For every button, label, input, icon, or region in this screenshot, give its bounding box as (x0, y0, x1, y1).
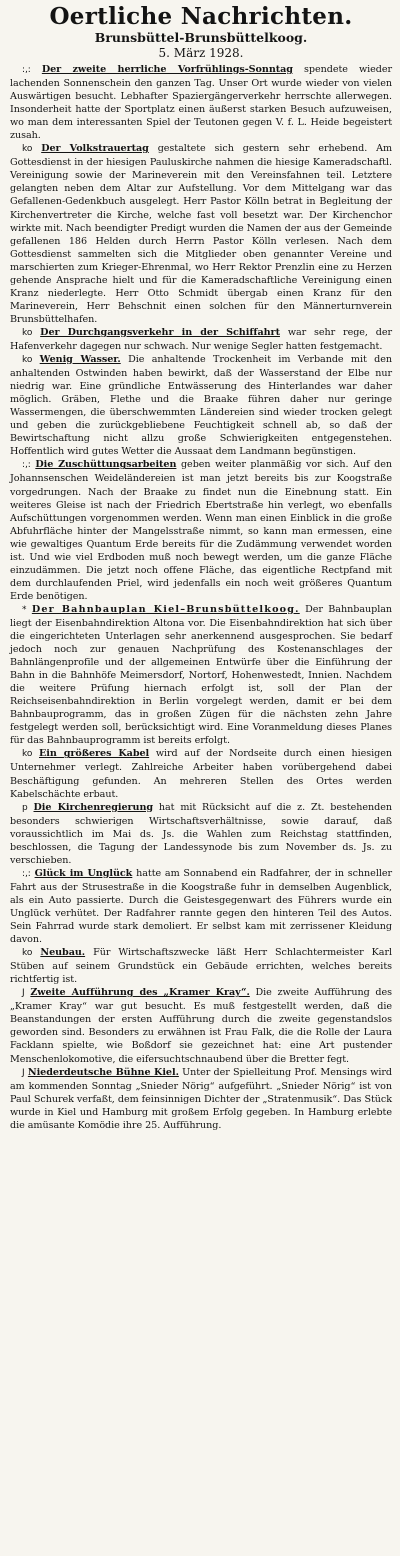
article-bahnbauplan (10, 603, 392, 748)
article-body: war sehr rege, der Hafenverkehr dagegen nur schwach. Nur wenige Segler hatten festgemacht. (10, 326, 393, 352)
article-marker: * (22, 604, 27, 615)
article-headline: Neubau. (40, 947, 86, 959)
article-headline: Die Kirchenregierung (33, 801, 154, 813)
article-body: Die anhaltende Trockenheit im Verbande mit den anhaltenden Ostwinden haben bewirkt, daß der Wasserstand der Elbe nur niedrig war. Eine gründliche Entwässerung des Hinterlandes war daher möglich. Gräben, Flethe und die Braake führen daher nur geringe Wassermengen, die überschwemmten Ländereien sind wieder trocken gelegt und geben die zurückgebliebene Feuchtigkeit schnell ab, so daß der Bewirtschaftung nicht allzu große Schwierigkeiten entgegenstehen. Hoffentlich wird gutes Wetter die Aussaat dem Landmann begünstigen. (10, 354, 392, 458)
article-headline: Der zweite herrliche Vorfrühlings-Sonntag (41, 64, 293, 75)
article-headline: Wenig Wasser. (39, 354, 121, 366)
article-headline: Ein größeres Kabel (38, 748, 150, 760)
article-marker: :,: (22, 65, 31, 75)
article-schiffahrt (10, 326, 392, 353)
article-marker: J (22, 1067, 25, 1078)
article-marker: :,: (22, 460, 31, 471)
article-headline: Niederdeutsche Bühne Kiel. (27, 1066, 179, 1078)
dateline: 5. März 1928. (158, 46, 244, 60)
article-body: Die zweite Aufführung des „Kramer Kray“ war gut besucht. Es muß festgestellt werden, daß die Beanstandungen der ersten Aufführung durch die zweite gegenstandslos geworden sind. Besonders zu erwähnen ist Frau Falk, die die Rolle der Laura Facklann spielte, wie Boßdorf sie gezeichnet hat: eine Art pustender Menschenlokomotive, die eifersuchtschnaubend über die Bretter fegt. (10, 987, 392, 1065)
article-kirchenregierung (10, 801, 392, 867)
article-wenig-wasser (10, 353, 392, 458)
article-body: Der Bahnbauplan liegt der Eisenbahndirektion Altona vor. Die Eisenbahndirektion hat sich über die eingerichteten Unterlagen sehr anerkennend ausgesprochen. Sie bedarf jedoch noch zur genauen Nachprüfung des Kostenanschlages der Bahnlängenprofile und der allgemeinen Entwürfe über die Einführung der Bahn in die Bahnhöfe Meimersdorf, Nortorf, Hohenwestedt, Innien. Nachdem die weitere Prüfung hiernach erfolgt ist, soll der Plan der Reichseisenbahndirektion in Berlin vorgelegt werden, damit er bei dem Bahnbauprogramm, das in großen Zügen für die nächsten zehn Jahre festgelegt werden soll, berücksichtigt wird. Eine Voranmeldung dieses Planes für das Bahnbauprogramm ist bereits erfolgt. (10, 603, 393, 747)
article-marker: :,: (22, 868, 31, 879)
article-body: hat mit Rücksicht auf die z. Zt. bestehenden besonders schwierigen Wirtschaftsverhältnisse, sowie darauf, daß voraussichtlich im Mai ds. Js. die Wahlen zum Reichstag stattfinden, beschlossen, die Tagung der Landessynode bis zum November ds. Js. zu verschieben. (10, 801, 392, 866)
article-marker: p (22, 802, 28, 813)
article-body: hatte am Sonnabend ein Radfahrer, der in schneller Fahrt aus der Strusestraße in die Koogstraße fuhr in demselben Augenblick, als ein Auto passierte. Durch die Geistesgegenwart des Führers wurde ein Unglück verhütet. Der Radfahrer rannte gegen den hinteren Teil des Autos. Sein Fahrrad wurde stark demoliert. Er selbst kam mit zerrissener Kleidung davon. (10, 867, 393, 946)
article-body: Für Wirtschaftszwecke läßt Herr Schlachtermeister Karl Stüben auf seinem Grundstück ein Gebäude errichten, welches bereits richtfertig ist. (10, 947, 393, 986)
article-headline: Der Durchgangsverkehr in der Schiffahrt (40, 326, 280, 338)
article-neubau (10, 946, 392, 986)
article-headline: Der Bahnbauplan Kiel–Brunsbüttelkoog. (31, 603, 300, 615)
article-kramer-kray (10, 986, 392, 1065)
masthead (10, 4, 392, 61)
article-body: wird auf der Nordseite durch einen hiesigen Unternehmer verlegt. Zahlreiche Arbeiter haben vorübergehend dabei Beschäftigung gefunden. An mehreren Stellen des Ortes werden Kabelschächte erbaut. (10, 748, 393, 800)
article-marker: ko (22, 144, 33, 155)
article-marker: ko (22, 749, 33, 760)
article-marker: ko (22, 948, 33, 959)
article-marker: ko (22, 327, 33, 338)
article-body: Unter der Spielleitung Prof. Mensings wird am kommenden Sonntag „Snieder Nörig“ aufgeführt. „Snieder Nörig“ ist von Paul Schurek verfaßt, dem feinsinnigen Dichter der „Stratenmusik“. Das Stück wurde in Kiel und Hamburg mit großem Erfolg gegeben. In Hamburg erlebte die amüsante Komödie ihre 25. Aufführung. (10, 1066, 392, 1131)
article-volkstrauertag (10, 142, 392, 326)
article-niederdeutsche-buehne (10, 1066, 392, 1132)
section-title: Oertliche Nachrichten. (49, 3, 353, 30)
article-body: spendete wieder lachenden Sonnenschein den ganzen Tag. Unser Ort wurde wieder von vielen Auswärtigen besucht. Lebhafter Spaziergängerverkehr herrschte allerwegen. Insonderheit hatte der Sportplatz einen äußerst starken Besuch aufzuweisen, wo man dem interessanten Spiel der Teutonen gegen V. f. L. Heide begeistert zusah. (10, 64, 393, 142)
article-glueck-im-unglueck (10, 867, 392, 946)
section-subtitle: Brunsbüttel-Brunsbüttelkoog. (94, 30, 308, 45)
article-marker: ko (22, 355, 33, 366)
article-body: gestaltete sich gestern sehr erhebend. Am Gottesdienst in der hiesigen Pauluskirche nahmen die hiesige Kameradschaftl. Vereinigung sowie der Marineverein mit den Vereinsfahnen teil. Letztere gelangten neben dem Altar zur Aufstellung. Vor dem Mittelgang war das Gefallenen-Gedenkbuch ausgelegt. Herr Pastor Kölln betrat in Begleitung der Kirchenvertreter die Kirche, welche fast voll besetzt war. Der Kirchenchor wirkte mit. Nach beendigter Predigt wurden die Namen der aus der Gemeinde gefallenen 186 Helden durch Herrn Pastor Kölln verlesen. Nach dem Gottesdienst sammelten sich die Mitglieder oben genannter Vereine und marschierten zum Krieger-Ehrenmal, wo Herr Rektor Prenzlin eine zu Herzen gehende Ansprache hielt und für die Kameradschaftliche Vereinigung einen Kranz niederlegte. Herr Otto Schmidt übergab einen Kranz für den Marineverein, Herr Behschnit einen solchen für den Männerturnverein Brunsbüttelhafen. (10, 143, 393, 325)
article-headline: Zweite Aufführung des „Kramer Kray“. (30, 987, 250, 999)
article-headline: Die Zuschüttungsarbeiten (35, 459, 177, 471)
article-zuschuettung (10, 458, 392, 603)
article-marker: J (22, 988, 25, 999)
article-headline: Der Volkstrauertag (41, 143, 149, 155)
article-headline: Glück im Unglück (34, 867, 133, 879)
article-vorfruehling (10, 63, 392, 142)
article-body: geben weiter planmäßig vor sich. Auf den Johannsenschen Weideländereien ist man jetzt bereits bis zur Koogstraße vorgedrungen. Nach der Braake zu findet nun die Einebnung statt. Ein weiteres Gleise ist nach der Friedrich Ebertstraße hin verlegt, wo ebenfalls Aufschüttungen vorgenommen werden. Wenn man einen Einblick in die große Abfuhrfläche hinter der Mangelsstraße nimmt, so kann man ermessen, eine wie gewaltiges Quantum Erde bereits für die Zudämmung verwendet worden ist. Und wie viel Erdboden muß noch bewegt werden, um die ganze Fläche einzudämmen. Die jetzt noch offene Fläche, das eigentliche Rectpfand mit dem durchlaufenden Priel, wird jedenfalls ein noch weit größeres Quantum Erde benötigen. (10, 459, 393, 602)
article-kabel (10, 747, 392, 800)
